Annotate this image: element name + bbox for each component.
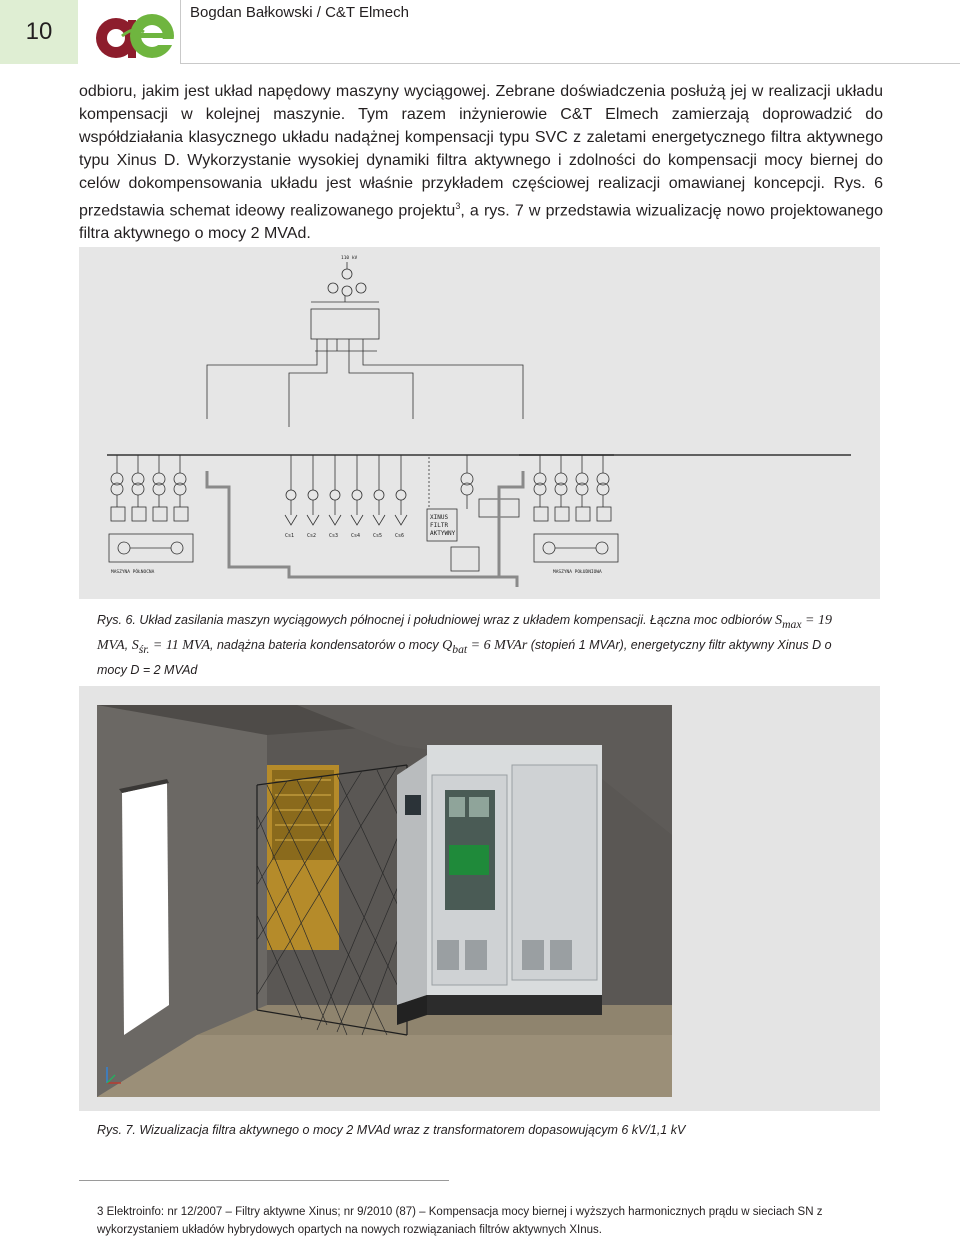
figure-7-visualization [97, 705, 672, 1097]
qbat-symbol [442, 637, 528, 656]
smax: S [775, 613, 783, 628]
body-text-end: , a rys. 7 w przedstawia wizualizację nowo projektowanego filtra aktywnego o mocy 2 MVAd. [79, 202, 884, 243]
caption-sep: , [124, 637, 132, 652]
ssr-value: = 11 MVA [149, 637, 211, 653]
qbat-value: = 6 MVAr [467, 637, 528, 653]
ssr: S [131, 637, 139, 653]
xinus-label-2: FILTR [430, 522, 449, 529]
page-number-box [0, 0, 78, 64]
publisher-logo-icon [92, 6, 178, 60]
body-text: odbioru, jakim jest układ napędowy maszyny wyciągowej. Zebrane doświadczenia posłużą jej w realizacji układu kompensacji w kolejnej maszynie. Tym razem inżynierowie C&T Elmech zamierzają doprowadzić do współdziałania klasycznego układu nadążnej kompensacji typu SVC z zaletami energetycznego filtra aktywnego typu Xinus D. Wykorzystanie wysokiej dynamiki filtra aktywnego i zdolności do kompensacji mocy biernej do celów dokompensowania układu jest właśnie przykładem częściowej realizacji omawianej koncepcji. Rys. 6 przedstawia schemat ideowy realizowanego projektu [79, 83, 883, 220]
cap-label-2: Cs2 [307, 533, 317, 539]
ssr-sub: śr. [138, 642, 150, 656]
caption-6-text: Rys. 6. Układ zasilania maszyn wyciągowych północnej i południowej wraz z układem kompensacji. Łączna moc odbiorów [97, 613, 776, 627]
left-machine-label: MASZYNA PÓŁNOCNA [111, 570, 155, 575]
qbat: Q [442, 637, 453, 653]
ssr-symbol [131, 637, 211, 656]
cap-label-4: Cs4 [351, 533, 361, 539]
qbat-sub: bat [452, 642, 468, 656]
header-divider-vertical [180, 0, 181, 64]
cap-label-5: Cs5 [373, 533, 383, 539]
running-head: Bogdan Bałkowski / C&T Elmech [190, 4, 409, 21]
page-number: 10 [25, 18, 53, 45]
figure-6-schematic [79, 247, 880, 599]
figure-6-caption [97, 610, 862, 680]
xinus-label-1: XINUS [430, 514, 449, 521]
footnote-ref: 3 [455, 201, 461, 211]
caption-6-mid: , nadążna bateria kondensatorów o mocy [210, 637, 443, 652]
header-divider-horizontal [180, 63, 960, 64]
caption-6-suffix: (stopień 1 MVAr), energetyczny filtr aktywny Xinus D o mocy D = 2 MVAd [97, 637, 832, 677]
smax-sub: max [782, 617, 802, 631]
xinus-label-3: AKTYWNY [430, 530, 456, 537]
footnote: 3 Elektroinfo: nr 12/2007 – Filtry aktywne Xinus; nr 9/2010 (87) – Kompensacja mocy biernej i wyższych harmonicznych prądu w sieciach SN z wykorzystaniem układów hybrydowych opartych na nowych rozwiązaniach filtrów aktywnych XInus. [97, 1206, 823, 1236]
cap-label-3: Cs3 [329, 533, 339, 539]
figure-7-caption: Rys. 7. Wizualizacja filtra aktywnego o mocy 2 MVAd wraz z transformatorem dopasowującym 6 kV/1,1 kV [97, 1123, 686, 1137]
smax-value: = 19 MVA [97, 613, 832, 653]
right-machine-label: MASZYNA POŁUDNIOWA [553, 570, 602, 575]
source-label: 110 kV [341, 256, 358, 261]
footnote-rule [79, 1180, 449, 1181]
cap-label-6: Cs6 [395, 533, 405, 539]
body-paragraph [79, 80, 883, 245]
cap-label-1: Cs1 [285, 533, 295, 539]
